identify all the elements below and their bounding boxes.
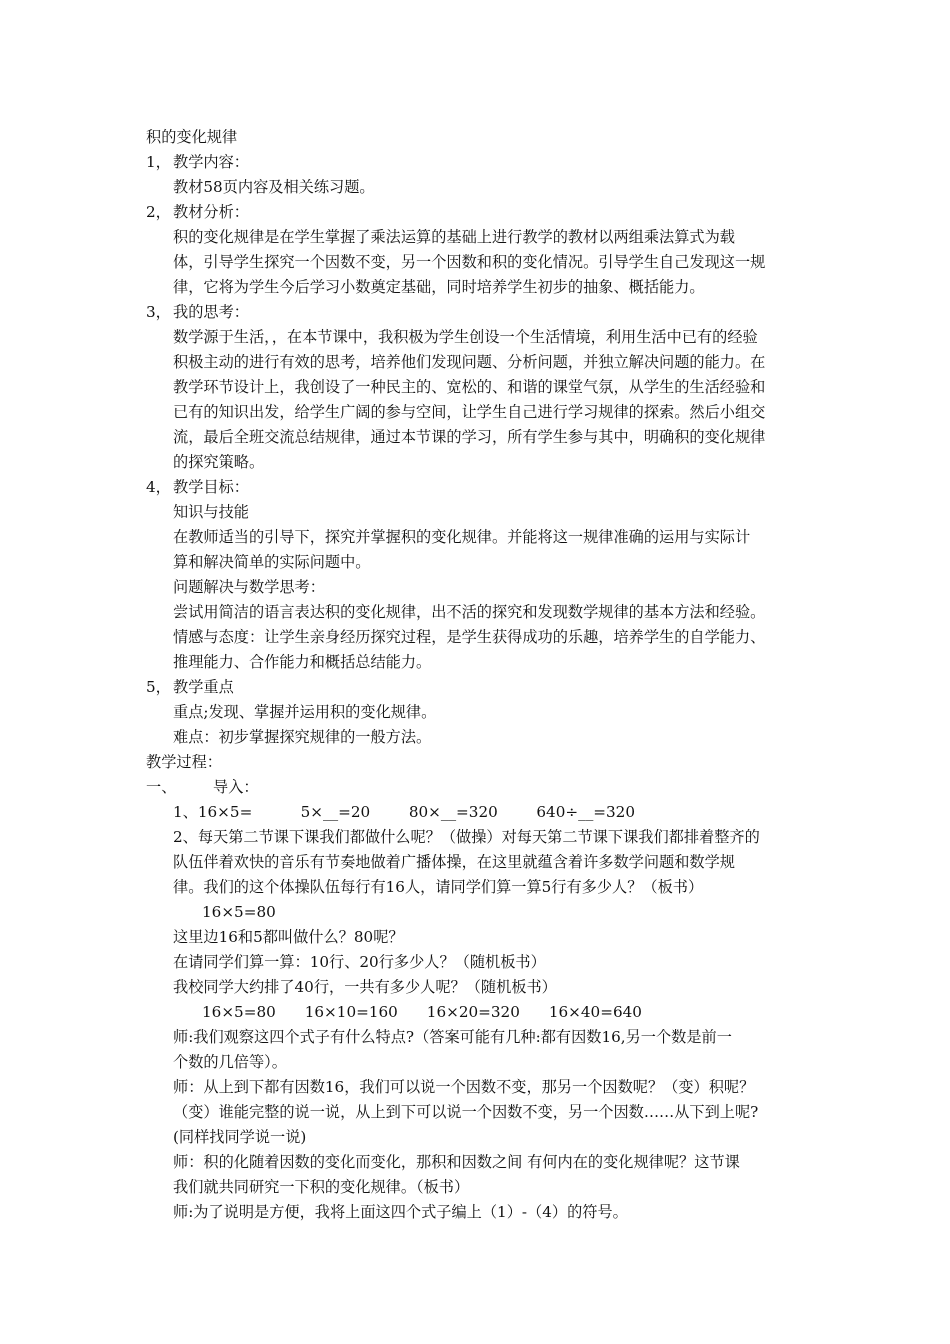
paragraph-line: 流，最后全班交流总结规律，通过本节课的学习，所有学生参与其中，明确积的变化规律 <box>173 428 766 446</box>
paragraph-line: 律。我们的这个体操队伍每行有16人，请同学们算一算5行有多少人？（板书） <box>173 878 704 896</box>
paragraph-line: 教学环节设计上，我创设了一种民主的、宽松的、和谐的课堂气氛，从学生的生活经验和 <box>173 378 766 396</box>
section-1-number: 1， <box>146 153 171 171</box>
subheading: 问题解决与数学思考： <box>173 578 325 596</box>
paragraph-line: 我们就共同研究一下积的变化规律。（板书） <box>173 1178 470 1196</box>
paragraph-line: 积的变化规律是在学生掌握了乘法运算的基础上进行教学的教材以两组乘法算式为载 <box>173 228 735 246</box>
paragraph-line: 师：从上到下都有因数16，我们可以说一个因数不变，那另一个因数呢？（变）积呢？ <box>173 1078 755 1096</box>
section-4-number: 4， <box>146 478 171 496</box>
section-3-number: 3， <box>146 303 171 321</box>
section-2-heading: 教材分析： <box>173 203 249 221</box>
subheading: 知识与技能 <box>173 503 249 521</box>
paragraph-line: 体，引导学生探究一个因数不变，另一个因数和积的变化情况。引导学生自己发现这一规 <box>173 253 766 271</box>
equation-line: 16×5=80 <box>202 903 276 921</box>
paragraph-line: 师：积的化随着因数的变化而变化，那积和因数之间 有何内在的变化规律呢？这节课 <box>173 1153 740 1171</box>
paragraph-line: 已有的知识出发，给学生广阔的参与空间，让学生自己进行学习规律的探索。然后小组交 <box>173 403 766 421</box>
paragraph-line: 这里边16和5都叫做什么？80呢？ <box>173 928 404 946</box>
equation-line: 16×5=80 16×10=160 16×20=320 16×40=640 <box>202 1003 642 1021</box>
paragraph-line: 推理能力、合作能力和概括总结能力。 <box>173 653 432 671</box>
section-5-heading: 教学重点 <box>173 678 234 696</box>
paragraph-line: （变）谁能完整的说一说，从上到下可以说一个因数不变，另一个因数……从下到上呢? <box>173 1103 759 1121</box>
paragraph-line: 数学源于生活，，在本节课中，我积极为学生创设一个生活情境，利用生活中已有的经验 <box>173 328 758 346</box>
section-3-heading: 我的思考： <box>173 303 249 321</box>
section-2-number: 2， <box>146 203 171 221</box>
part-1-label: 一、 <box>146 778 177 796</box>
paragraph-line: 的探究策略。 <box>173 453 265 471</box>
paragraph-line: 教材58页内容及相关练习题。 <box>173 178 375 196</box>
section-5-number: 5， <box>146 678 171 696</box>
paragraph-line: 尝试用简洁的语言表达积的变化规律，出不活的探究和发现数学规律的基本方法和经验。 <box>173 603 766 621</box>
section-1-heading: 教学内容： <box>173 153 249 171</box>
paragraph-line: 师:我们观察这四个式子有什么特点?（答案可能有几种:都有因数16,另一个数是前一 <box>173 1028 732 1046</box>
process-title: 教学过程： <box>146 753 222 771</box>
paragraph-line: 1、16×5= 5×__=20 80×__=320 640÷__=320 <box>173 803 636 821</box>
paragraph-line: 律，它将为学生今后学习小数奠定基础，同时培养学生初步的抽象、概括能力。 <box>173 278 705 296</box>
paragraph-line: 队伍伴着欢快的音乐有节奏地做着广播体操，在这里就蕴含着许多数学问题和数学规 <box>173 853 735 871</box>
paragraph-line: 重点;发现、掌握并运用积的变化规律。 <box>173 703 437 721</box>
paragraph-line: 积极主动的进行有效的思考，培养他们发现问题、分析问题，并独立解决问题的能力。在 <box>173 353 766 371</box>
paragraph-line: (同样找同学说一说) <box>173 1128 307 1146</box>
paragraph-line: 情感与态度：让学生亲身经历探究过程，是学生获得成功的乐趣，培养学生的自学能力、 <box>173 628 766 646</box>
paragraph-line: 在请同学们算一算：10行、20行多少人？（随机板书） <box>173 953 546 971</box>
document-title: 积的变化规律 <box>146 128 238 146</box>
paragraph-line: 个数的几倍等）。 <box>173 1053 287 1071</box>
paragraph-line: 难点：初步掌握探究规律的一般方法。 <box>173 728 432 746</box>
section-4-heading: 教学目标： <box>173 478 249 496</box>
paragraph-line: 我校同学大约排了40行，一共有多少人呢？（随机板书） <box>173 978 557 996</box>
part-1-title: 导入： <box>213 778 259 796</box>
paragraph-line: 算和解决简单的实际问题中。 <box>173 553 371 571</box>
paragraph-line: 师:为了说明是方便，我将上面这四个式子编上（1）-（4）的符号。 <box>173 1203 628 1221</box>
paragraph-line: 2、每天第二节课下课我们都做什么呢？（做操）对每天第二节课下课我们都排着整齐的 <box>173 828 760 846</box>
paragraph-line: 在教师适当的引导下，探究并掌握积的变化规律。并能将这一规律准确的运用与实际计 <box>173 528 751 546</box>
